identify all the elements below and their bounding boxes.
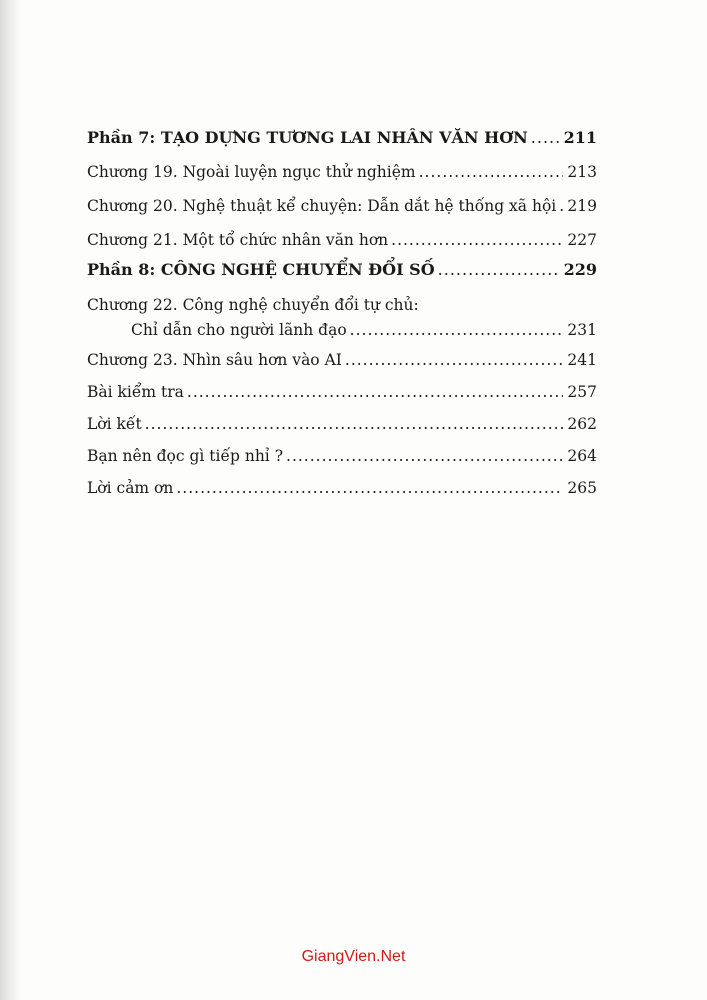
dot-leader — [559, 196, 563, 216]
toc-chapter-19 — [87, 162, 597, 182]
dot-leader — [419, 162, 564, 182]
toc-entry-page: 265 — [567, 479, 597, 497]
toc-entry-page: 211 — [563, 128, 597, 147]
dot-leader — [350, 320, 564, 340]
dot-leader — [187, 382, 564, 402]
toc-entry-page: 257 — [567, 383, 597, 401]
toc-entry-title: Chương 23. Nhìn sâu hơn vào AI — [87, 351, 342, 369]
dot-leader — [286, 446, 563, 466]
toc-entry-title: Phần 8: CÔNG NGHỆ CHUYỂN ĐỔI SỐ — [87, 260, 435, 279]
toc-entry-title: Phần 7: TẠO DỰNG TƯƠNG LAI NHÂN VĂN HƠN — [87, 128, 528, 147]
dot-leader — [438, 260, 560, 280]
toc-chapter-23 — [87, 350, 597, 370]
toc-chapter-22-line1: Chương 22. Công nghệ chuyển đổi tự chủ: — [87, 296, 419, 314]
toc-entry-title: Chương 19. Ngoài luyện ngục thử nghiệm — [87, 163, 416, 181]
toc-epilogue — [87, 414, 597, 434]
toc-chapter-21 — [87, 230, 597, 250]
toc-entry-title: Bạn nên đọc gì tiếp nhỉ ? — [87, 447, 284, 465]
toc-entry-page: 227 — [567, 231, 597, 249]
dot-leader — [531, 128, 560, 148]
toc-entry-title: Lời kết — [87, 415, 142, 433]
toc-entry-page: 229 — [563, 260, 597, 279]
toc-chapter-20 — [87, 196, 597, 216]
dot-leader — [345, 350, 564, 370]
toc-chapter-22 — [87, 320, 597, 340]
toc-entry-title: Chương 21. Một tổ chức nhân văn hơn — [87, 231, 389, 249]
toc-entry-page: 264 — [567, 447, 597, 465]
toc-entry-title: Chỉ dẫn cho người lãnh đạo — [131, 321, 347, 339]
toc-quiz — [87, 382, 597, 402]
toc-entry-title: Chương 20. Nghệ thuật kể chuyện: Dẫn dắt hệ thống xã hội — [87, 197, 557, 215]
toc-entry-title: Bài kiểm tra — [87, 383, 184, 401]
watermark-text: GiangVien.Net — [301, 948, 406, 965]
toc-further-reading — [87, 446, 597, 466]
toc-entry-page: 262 — [567, 415, 597, 433]
toc-part-7 — [87, 128, 597, 148]
toc-part-8 — [87, 260, 597, 280]
dot-leader — [176, 478, 563, 498]
toc-acknowledgements — [87, 478, 597, 498]
dot-leader — [391, 230, 563, 250]
toc-entry-page: 241 — [567, 351, 597, 369]
dot-leader — [145, 414, 564, 434]
toc-entry-page: 219 — [567, 197, 597, 215]
toc-entry-title: Lời cảm ơn — [87, 479, 174, 497]
toc-entry-page: 213 — [567, 163, 597, 181]
toc-entry-page: 231 — [567, 321, 597, 339]
page-binding-shadow — [0, 0, 22, 1000]
